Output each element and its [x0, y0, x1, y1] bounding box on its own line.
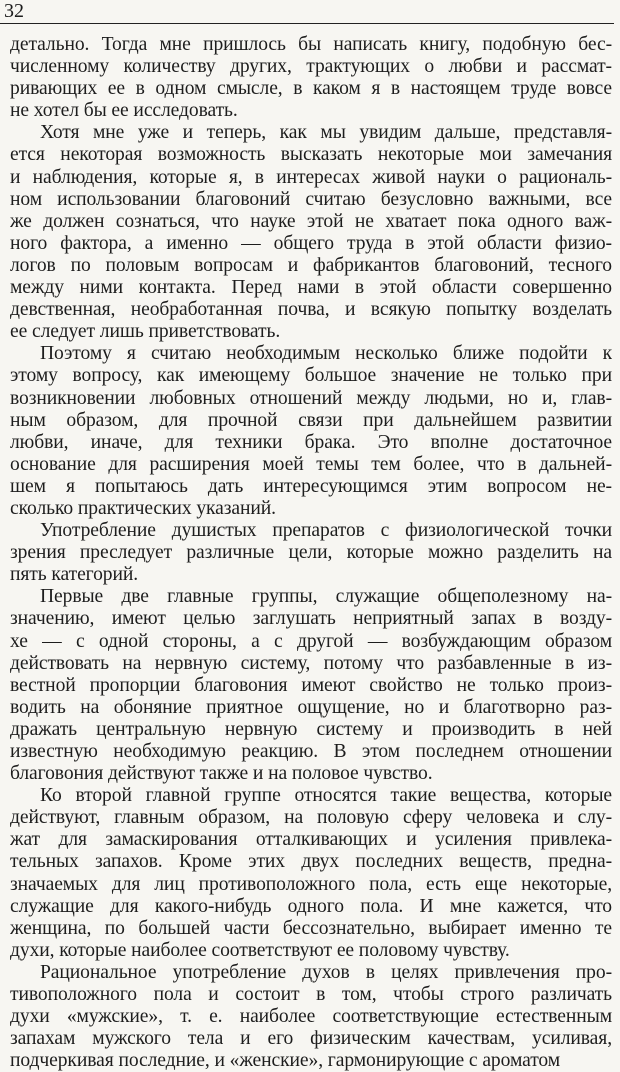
text-line: численному количеству других, трактующих о любви и рассмат- — [10, 56, 612, 78]
text-line: же должен сознаться, что науке этой не хватает пока одного важ- — [10, 210, 612, 232]
text-line: Рациональное употребление духов в целях привлечения про- — [40, 961, 612, 983]
text-line: логов по половым вопросам и фабрикантов благовоний, тесного — [10, 254, 612, 276]
text-line: зрения преследует различные цели, которые можно разделить на — [10, 542, 612, 564]
text-line: тивоположного пола и состоит в том, чтобы строго различать — [10, 984, 612, 1006]
text-line: между ними контакта. Перед нами в этой области совершенно — [10, 277, 612, 299]
text-line: известную необходимую реакцию. В этом последнем отношении — [10, 741, 612, 762]
paragraph — [10, 520, 612, 586]
text-line: ривающих ее в одном смысле, в каком я в настоящем труде вовсе — [10, 78, 612, 100]
text-line: Поэтому я считаю необходимым несколько ближе подойти к — [40, 343, 612, 365]
text-line: благовония действуют также и на половое чувство. — [10, 763, 433, 785]
paragraph — [10, 34, 612, 122]
text-line: водить на обоняние приятное ощущение, но и благотворно раз- — [10, 696, 612, 718]
text-line: духи, которые наиболее соответствуют ее половому чувству. — [10, 939, 510, 961]
text-line: Хотя мне уже и теперь, как мы увидим дальше, представля- — [40, 122, 612, 144]
header-rule — [0, 23, 614, 24]
text-line: подчеркивая последние, и «женские», гармонирующие с ароматом — [10, 1050, 561, 1072]
text-line: детально. Тогда мне пришлось бы написать книгу, подобную бес- — [10, 34, 612, 55]
text-line: значаемых для лиц противоположного пола, есть еще некоторые, — [10, 873, 612, 895]
text-line: действуют, главным образом, на половую сферу человека и слу- — [10, 807, 612, 829]
text-line: действовать на нервную систему, потому что разбавленные в из- — [10, 652, 612, 674]
paragraph — [10, 343, 612, 520]
text-line: ется некоторая возможность высказать некоторые мои замечания — [10, 144, 612, 166]
text-line: женщина, по большей части бессознательно, выбирает именно те — [10, 917, 612, 939]
text-line: ного фактора, а именно — общего труда в этой области физио- — [10, 232, 612, 254]
text-line: хе — с одной стороны, а с другой — возбуждающим образом — [10, 630, 612, 652]
text-line: девственная, необработанная почва, и всякую попытку возделать — [10, 299, 612, 321]
paragraph — [10, 586, 612, 785]
text-line: сколько практических указаний. — [10, 497, 276, 519]
text-line: вестной пропорции благовония имеют свойство не только произ- — [10, 674, 612, 696]
text-line: этому вопросу, как имеющему большое значение не только при — [10, 365, 612, 387]
text-line: основание для расширения моей темы тем более, что в дальней- — [10, 453, 612, 475]
paragraph — [10, 785, 612, 962]
text-line: служащие для какого-нибудь одного пола. И мне кажется, что — [10, 895, 612, 917]
text-line: значению, имеют целью заглушать неприятный запах в возду- — [10, 608, 612, 630]
text-line: Ко второй главной группе относятся такие вещества, которые — [40, 785, 612, 807]
text-line: Первые две главные группы, служащие общеполезному на- — [40, 586, 612, 608]
text-line: ее следует лишь приветствовать. — [10, 321, 281, 343]
page-header — [0, 0, 620, 26]
text-line: и наблюдения, которые я, в интересах живой науки о рациональ- — [10, 166, 612, 188]
text-line: Употребление душистых препаратов с физиологической точки — [40, 520, 612, 542]
text-line: запахам мужского тела и его физическим качествам, усиливая, — [10, 1028, 612, 1050]
text-body — [10, 34, 612, 1072]
text-line: ным образом, для прочной связи при дальнейшем развитии — [10, 409, 612, 431]
text-line: дражать центральную нервную систему и производить в ней — [10, 718, 612, 740]
text-line: любви, иначе, для техники брака. Это вполне достаточное — [10, 431, 612, 453]
text-line: не хотел бы ее исследовать. — [10, 100, 238, 122]
text-line: возникновении любовных отношений между людьми, но и, глав- — [10, 387, 612, 409]
text-line: шем я попытаюсь дать интересующимся этим вопросом не- — [10, 475, 612, 497]
text-line: духи «мужские», т. е. наиболее соответствующие естественным — [10, 1006, 612, 1028]
text-line: тельных запахов. Кроме этих двух последних веществ, предна- — [10, 851, 612, 873]
page-number: 32 — [4, 0, 24, 22]
text-line: жат для замаскирования отталкивающих и усиления привлека- — [10, 829, 612, 851]
text-line: пять категорий. — [10, 564, 139, 586]
text-line: ном использовании благовоний считаю безусловно важными, все — [10, 188, 612, 210]
paragraph — [10, 122, 612, 343]
paragraph — [10, 962, 612, 1072]
